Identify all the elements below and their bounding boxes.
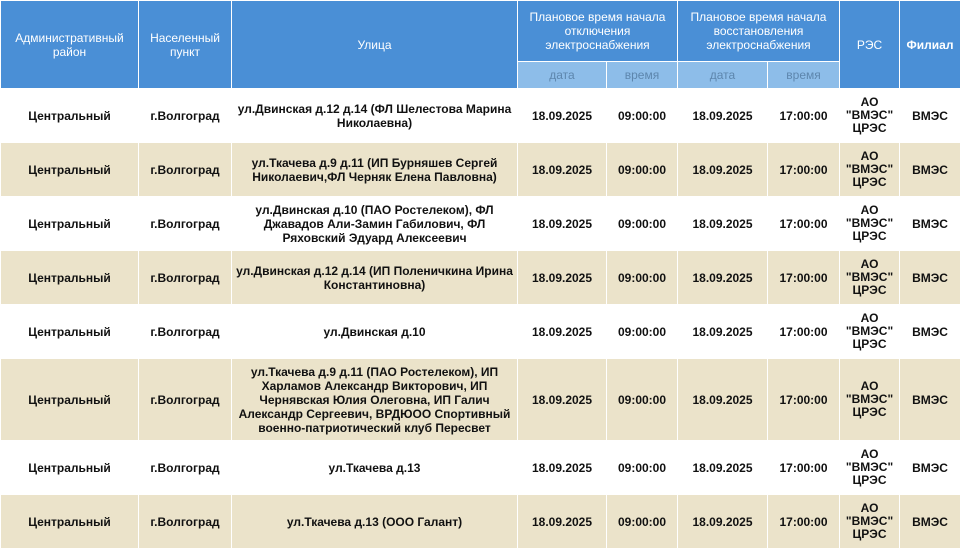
cell-off-date: 18.09.2025 bbox=[518, 305, 607, 359]
cell-district: Центральный bbox=[1, 143, 139, 197]
cell-district: Центральный bbox=[1, 359, 139, 441]
cell-branch: ВМЭС bbox=[900, 359, 960, 441]
subheader-off-time: время bbox=[607, 62, 678, 89]
subheader-on-date: дата bbox=[678, 62, 768, 89]
cell-on-date: 18.09.2025 bbox=[678, 495, 768, 549]
cell-on-date: 18.09.2025 bbox=[678, 359, 768, 441]
cell-off-date: 18.09.2025 bbox=[518, 251, 607, 305]
cell-locality: г.Волгоград bbox=[139, 359, 232, 441]
table-header bbox=[1, 1, 960, 89]
subheader-off-date: дата bbox=[518, 62, 607, 89]
column-header-off-time: Плановое время начала отключения электроснабжения bbox=[518, 1, 678, 62]
cell-street: ул.Двинская д.12 д.14 (ИП Поленичкина Ирина Константиновна) bbox=[232, 251, 518, 305]
cell-district: Центральный bbox=[1, 305, 139, 359]
cell-branch: ВМЭС bbox=[900, 143, 960, 197]
cell-locality: г.Волгоград bbox=[139, 495, 232, 549]
cell-locality: г.Волгоград bbox=[139, 251, 232, 305]
cell-branch: ВМЭС bbox=[900, 495, 960, 549]
cell-branch: ВМЭС bbox=[900, 441, 960, 495]
cell-on-date: 18.09.2025 bbox=[678, 143, 768, 197]
cell-on-time: 17:00:00 bbox=[768, 251, 840, 305]
cell-district: Центральный bbox=[1, 495, 139, 549]
cell-street: ул.Ткачева д.9 д.11 (ПАО Ростелеком), ИП Харламов Александр Викторович, ИП Чернявская Юлия Олеговна, ИП Галич Александр Сергеевич, ВРДЮОО Спортивный военно-патриотический клуб Пересвет bbox=[232, 359, 518, 441]
cell-off-time: 09:00:00 bbox=[607, 143, 678, 197]
table-row bbox=[1, 495, 960, 549]
column-header-street: Улица bbox=[232, 1, 518, 89]
cell-off-date: 18.09.2025 bbox=[518, 143, 607, 197]
cell-off-date: 18.09.2025 bbox=[518, 89, 607, 143]
cell-on-time: 17:00:00 bbox=[768, 495, 840, 549]
cell-off-date: 18.09.2025 bbox=[518, 197, 607, 251]
cell-locality: г.Волгоград bbox=[139, 441, 232, 495]
cell-off-time: 09:00:00 bbox=[607, 495, 678, 549]
cell-district: Центральный bbox=[1, 89, 139, 143]
cell-on-date: 18.09.2025 bbox=[678, 441, 768, 495]
cell-branch: ВМЭС bbox=[900, 89, 960, 143]
cell-on-time: 17:00:00 bbox=[768, 441, 840, 495]
table-row bbox=[1, 251, 960, 305]
cell-off-time: 09:00:00 bbox=[607, 197, 678, 251]
cell-on-time: 17:00:00 bbox=[768, 89, 840, 143]
cell-district: Центральный bbox=[1, 441, 139, 495]
table-row bbox=[1, 197, 960, 251]
cell-street: ул.Ткачева д.13 bbox=[232, 441, 518, 495]
cell-off-time: 09:00:00 bbox=[607, 305, 678, 359]
cell-on-time: 17:00:00 bbox=[768, 197, 840, 251]
cell-off-time: 09:00:00 bbox=[607, 251, 678, 305]
cell-off-date: 18.09.2025 bbox=[518, 441, 607, 495]
subheader-on-time: время bbox=[768, 62, 840, 89]
column-header-district: Административный район bbox=[1, 1, 139, 89]
cell-off-date: 18.09.2025 bbox=[518, 495, 607, 549]
column-header-branch: Филиал bbox=[900, 1, 960, 89]
cell-on-time: 17:00:00 bbox=[768, 143, 840, 197]
cell-street: ул.Двинская д.10 bbox=[232, 305, 518, 359]
cell-branch: ВМЭС bbox=[900, 305, 960, 359]
cell-street: ул.Двинская д.12 д.14 (ФЛ Шелестова Марина Николаевна) bbox=[232, 89, 518, 143]
table-row bbox=[1, 143, 960, 197]
cell-street: ул.Ткачева д.13 (ООО Галант) bbox=[232, 495, 518, 549]
table-row bbox=[1, 89, 960, 143]
cell-locality: г.Волгоград bbox=[139, 143, 232, 197]
cell-res: АО "ВМЭС" ЦРЭС bbox=[840, 441, 900, 495]
table-row bbox=[1, 305, 960, 359]
cell-branch: ВМЭС bbox=[900, 251, 960, 305]
cell-on-time: 17:00:00 bbox=[768, 305, 840, 359]
cell-res: АО "ВМЭС" ЦРЭС bbox=[840, 305, 900, 359]
cell-locality: г.Волгоград bbox=[139, 305, 232, 359]
cell-on-date: 18.09.2025 bbox=[678, 305, 768, 359]
cell-res: АО "ВМЭС" ЦРЭС bbox=[840, 251, 900, 305]
cell-district: Центральный bbox=[1, 251, 139, 305]
cell-res: АО "ВМЭС" ЦРЭС bbox=[840, 143, 900, 197]
cell-off-date: 18.09.2025 bbox=[518, 359, 607, 441]
cell-street: ул.Ткачева д.9 д.11 (ИП Бурняшев Сергей Николаевич,ФЛ Черняк Елена Павловна) bbox=[232, 143, 518, 197]
table-row bbox=[1, 359, 960, 441]
cell-on-time: 17:00:00 bbox=[768, 359, 840, 441]
cell-res: АО "ВМЭС" ЦРЭС bbox=[840, 197, 900, 251]
cell-res: АО "ВМЭС" ЦРЭС bbox=[840, 359, 900, 441]
cell-off-time: 09:00:00 bbox=[607, 89, 678, 143]
cell-street: ул.Двинская д.10 (ПАО Ростелеком), ФЛ Джавадов Али-Замин Габилович, ФЛ Ряховский Эдуард Алексеевич bbox=[232, 197, 518, 251]
cell-district: Центральный bbox=[1, 197, 139, 251]
cell-on-date: 18.09.2025 bbox=[678, 251, 768, 305]
cell-locality: г.Волгоград bbox=[139, 197, 232, 251]
column-header-on-time: Плановое время начала восстановления электроснабжения bbox=[678, 1, 840, 62]
header-row bbox=[1, 1, 960, 62]
cell-res: АО "ВМЭС" ЦРЭС bbox=[840, 495, 900, 549]
cell-branch: ВМЭС bbox=[900, 197, 960, 251]
column-header-locality: Населенный пункт bbox=[139, 1, 232, 89]
column-header-res: РЭС bbox=[840, 1, 900, 89]
cell-off-time: 09:00:00 bbox=[607, 359, 678, 441]
table-row bbox=[1, 441, 960, 495]
cell-on-date: 18.09.2025 bbox=[678, 197, 768, 251]
cell-on-date: 18.09.2025 bbox=[678, 89, 768, 143]
table-body bbox=[1, 89, 960, 549]
cell-res: АО "ВМЭС" ЦРЭС bbox=[840, 89, 900, 143]
cell-off-time: 09:00:00 bbox=[607, 441, 678, 495]
cell-locality: г.Волгоград bbox=[139, 89, 232, 143]
